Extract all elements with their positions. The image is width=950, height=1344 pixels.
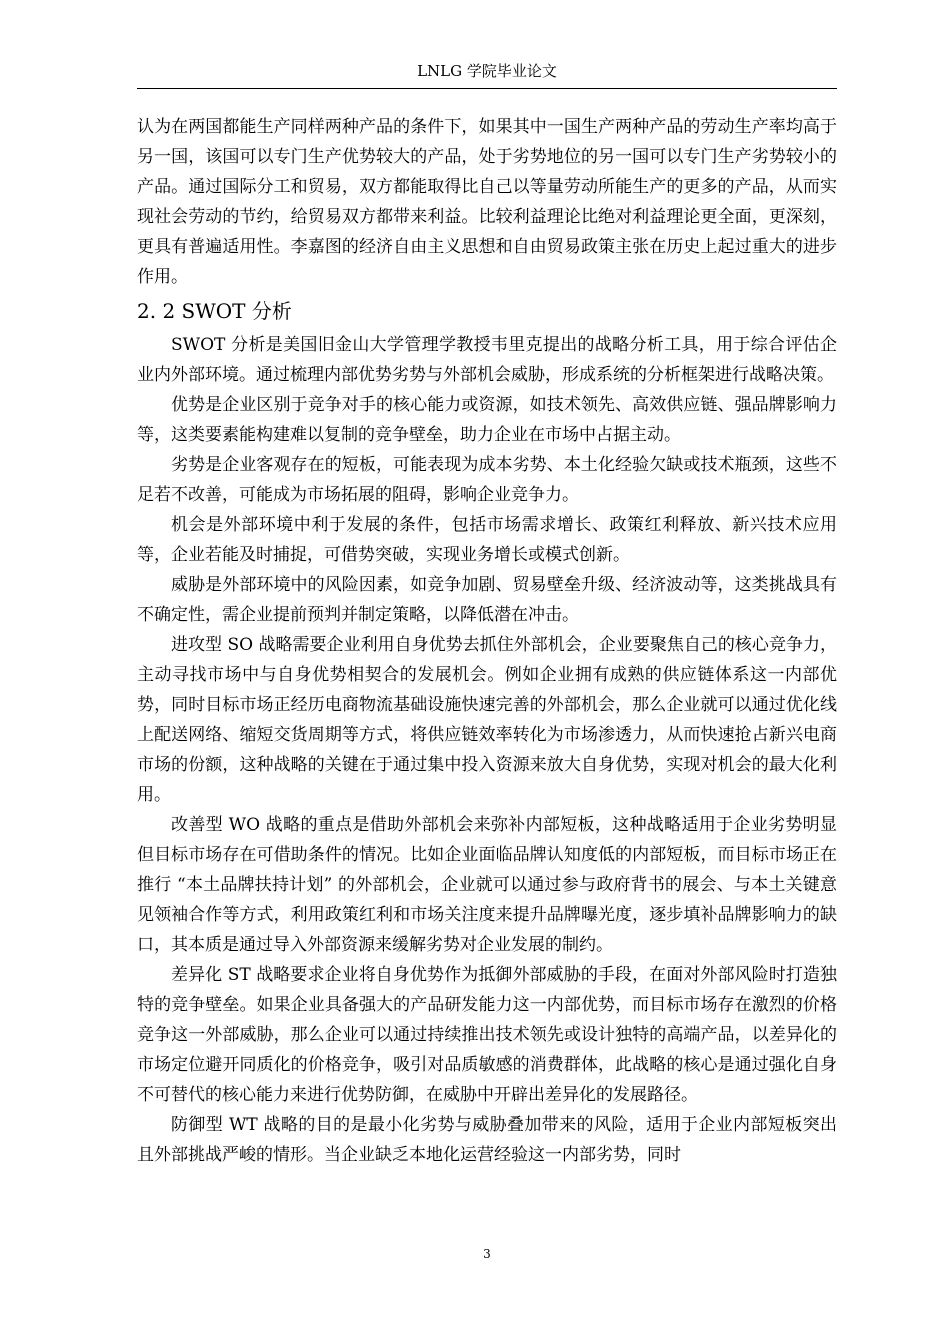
running-header: LNLG 学院毕业论文 xyxy=(417,62,557,80)
header-divider xyxy=(137,88,837,89)
paragraph-threats: 威胁是外部环境中的风险因素，如竞争加剧、贸易壁垒升级、经济波动等，这类挑战具有不确定性，需企业提前预判并制定策略，以降低潜在冲击。 xyxy=(137,575,837,625)
paragraph-wt-strategy: 防御型 WT 战略的目的是最小化劣势与威胁叠加带来的风险，适用于企业内部短板突出且外部挑战严峻的情形。当企业缺乏本地化运营经验这一内部劣势，同时 xyxy=(137,1115,837,1165)
paragraph-weaknesses: 劣势是企业客观存在的短板，可能表现为成本劣势、本土化经验欠缺或技术瓶颈，这些不足若不改善，可能成为市场拓展的阻碍，影响企业竞争力。 xyxy=(137,455,837,505)
paragraph-swot-intro: SWOT 分析是美国旧金山大学管理学教授韦里克提出的战略分析工具，用于综合评估企业内外部环境。通过梳理内部优势劣势与外部机会威胁，形成系统的分析框架进行战略决策。 xyxy=(137,335,837,385)
paragraph-st-strategy: 差异化 ST 战略要求企业将自身优势作为抵御外部威胁的手段，在面对外部风险时打造独特的竞争壁垒。如果企业具备强大的产品研发能力这一内部优势，而目标市场存在激烈的价格竞争这一外部威胁，那么企业可以通过持续推出技术领先或设计独特的高端产品，以差异化的市场定位避开同质化的价格竞争，吸引对品质敏感的消费群体，此战略的核心是通过强化自身不可替代的核心能力来进行优势防御，在威胁中开辟出差异化的发展路径。 xyxy=(137,965,837,1105)
paragraph-so-strategy: 进攻型 SO 战略需要企业利用自身优势去抓住外部机会，企业要聚焦自己的核心竞争力，主动寻找市场中与自身优势相契合的发展机会。例如企业拥有成熟的供应链体系这一内部优势，同时目标市场正经历电商物流基础设施快速完善的外部机会，那么企业就可以通过优化线上配送网络、缩短交货周期等方式，将供应链效率转化为市场渗透力，从而快速抢占新兴电商市场的份额，这种战略的关键在于通过集中投入资源来放大自身优势，实现对机会的最大化利用。 xyxy=(137,635,837,805)
continuation-paragraph: 认为在两国都能生产同样两种产品的条件下，如果其中一国生产两种产品的劳动生产率均高于另一国，该国可以专门生产优势较大的产品，处于劣势地位的另一国可以专门生产劣势较小的产品。通过国际分工和贸易，双方都能取得比自己以等量劳动所能生产的更多的产品，从而实现社会劳动的节约，给贸易双方都带来利益。比较利益理论比绝对利益理论更全面，更深刻，更具有普遍适用性。李嘉图的经济自由主义思想和自由贸易政策主张在历史上起过重大的进步作用。 xyxy=(137,117,837,287)
paragraph-wo-strategy: 改善型 WO 战略的重点是借助外部机会来弥补内部短板，这种战略适用于企业劣势明显但目标市场存在可借助条件的情况。比如企业面临品牌认知度低的内部短板，而目标市场正在推行 “本土品牌扶持计划” 的外部机会，企业就可以通过参与政府背书的展会、与本土关键意见领袖合作等方式，利用政策红利和市场关注度来提升品牌曝光度，逐步填补品牌影响力的缺口，其本质是通过导入外部资源来缓解劣势对企业发展的制约。 xyxy=(137,815,837,955)
section-heading: 2. 2 SWOT 分析 xyxy=(137,299,292,323)
paragraph-strengths: 优势是企业区别于竞争对手的核心能力或资源，如技术领先、高效供应链、强品牌影响力等，这类要素能构建难以复制的竞争壁垒，助力企业在市场中占据主动。 xyxy=(137,395,837,445)
paragraph-opportunities: 机会是外部环境中利于发展的条件，包括市场需求增长、政策红利释放、新兴技术应用等，企业若能及时捕捉，可借势突破，实现业务增长或模式创新。 xyxy=(137,515,837,565)
page-body xyxy=(137,112,837,1170)
page-number: 3 xyxy=(483,1247,491,1261)
